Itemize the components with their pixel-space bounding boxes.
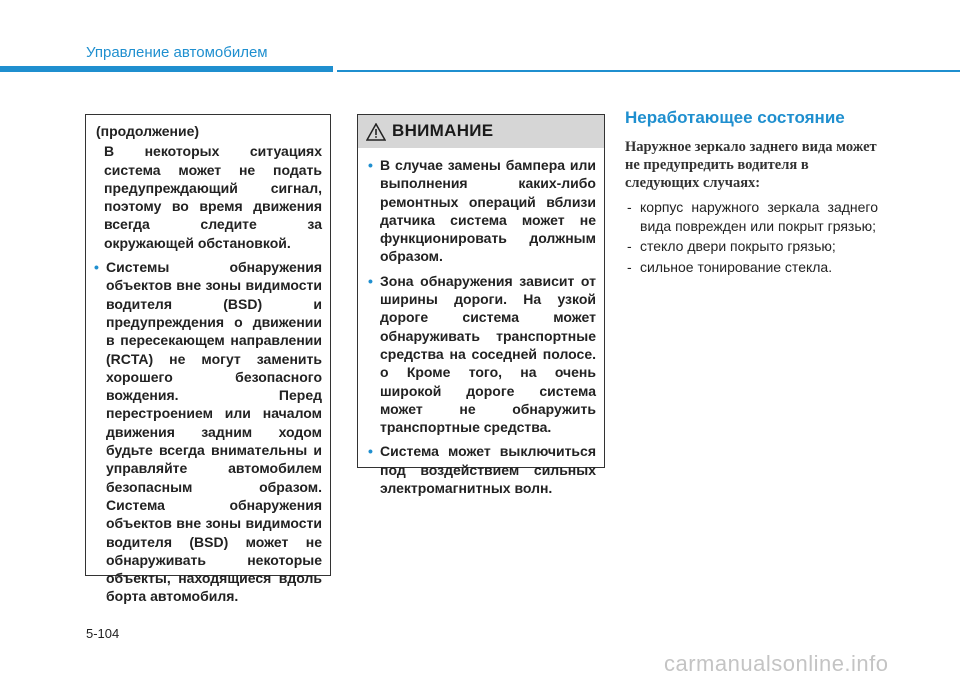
warning-box	[357, 114, 605, 497]
header-rule-thin	[337, 70, 960, 72]
continued-intro: В некоторых ситуациях система может не подать предупреждающий сигнал, поэтому во время движения всегда следите за окружающей обстановкой.	[104, 143, 322, 251]
continued-bullet: • Системы обнаружения объектов вне зоны видимости водителя (BSD) и предупреждения о движении в пересекающем направлении (RCTA) не могут заменить хорошего безопасного вождения. Перед перестроением или началом движения задним ходом будьте всегда внимательны и управляйте автомобилем безопасным образом. Система обнаружения объектов вне зоны видимости водителя (BSD) может не обнаруживать некоторые объекты, находящиеся вдоль борта автомобиля.	[96, 258, 322, 606]
list-item: - корпус наружного зеркала заднего вида поврежден или покрыт грязью;	[625, 198, 878, 235]
header-rule-thick	[0, 66, 333, 72]
warning-bullet: • Система может выключиться под воздействием сильных электромагнитных волн.	[370, 442, 596, 497]
continued-label: (продолжение)	[96, 123, 200, 139]
warning-body	[358, 148, 604, 497]
list-item: - стекло двери покрыто грязью;	[625, 237, 878, 256]
warning-triangle-icon	[366, 123, 386, 141]
warning-title: ВНИМАНИЕ	[392, 121, 494, 141]
continued-box	[85, 114, 331, 605]
warning-bullet: • Зона обнаружения зависит от ширины дороги. На узкой дороге система может обнаруживать транспортные средства на соседней полосе. о Кроме того, на очень широкой дороге система может не обнаружить транспортные средства.	[370, 272, 596, 437]
warning-bullet: • В случае замены бампера или выполнения каких-либо ремонтных операций вблизи датчика система может не функционировать должным образом.	[370, 156, 596, 266]
list-item: - сильное тонирование стекла.	[625, 258, 878, 277]
warning-header	[358, 115, 604, 148]
header-title: Управление автомобилем	[86, 44, 268, 61]
section-title: Неработающее состояние	[625, 108, 845, 127]
section-lead: Наружное зеркало заднего вида может не предупредить водителя в следующих случаях:	[625, 139, 877, 191]
page-number: 5-104	[86, 626, 120, 641]
watermark: carmanualsonline.info	[664, 651, 889, 676]
right-column	[625, 108, 878, 278]
